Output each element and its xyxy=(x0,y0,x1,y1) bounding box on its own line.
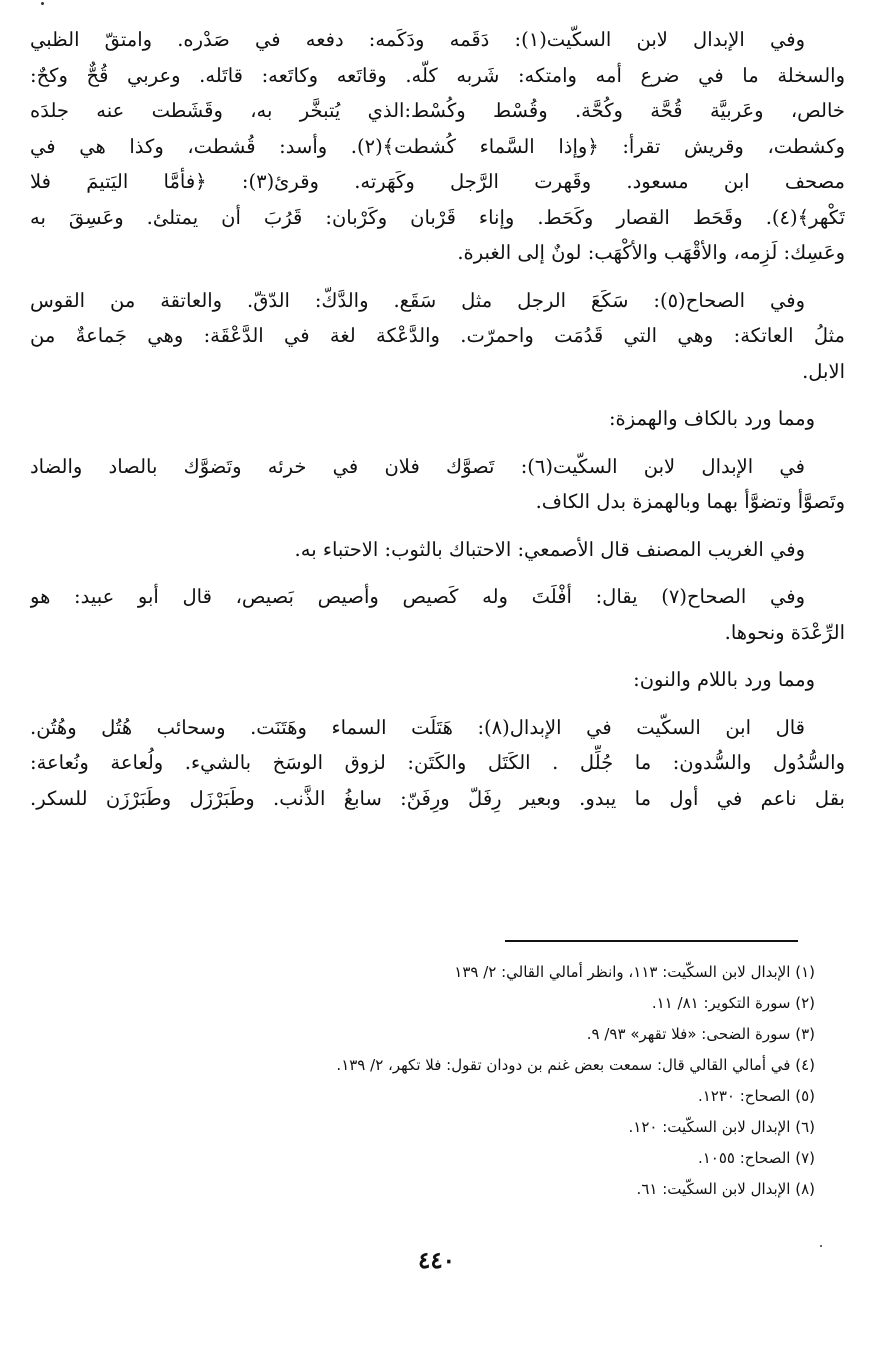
paragraph xyxy=(30,283,845,390)
text-line: والسخلة ما في ضرع أمه وامتكه: شَربه كلّه. وقاتَعه وكاتَعه: قاتَله. وعربي قُحٌّ وكحٌ: xyxy=(30,63,845,87)
text-line: وفي الصحاح(٧) يقال: أفْلَتَ وله كَصيص وأصيص بَصيص، قال أبو عبيد: هو xyxy=(30,585,805,608)
text-line: الرِّعْدَة ونحوها. xyxy=(724,620,845,644)
text-line: في الإبدال لابن السكّيت(٦): تَصوَّك فلان في خرئه وتَضوَّك بالصاد والضاد xyxy=(30,454,806,478)
text-line: وعَسِك: لَزِمه، والأقْهَب والأكْهَب: لونٌ إلى الغبرة. xyxy=(457,241,845,264)
footnote: (٧) الصحاح: ١٠٥٥. xyxy=(697,1149,815,1167)
heading-text: ومما ورد بالكاف والهمزة: xyxy=(608,407,815,430)
page-number: ٤٤٠ xyxy=(417,1247,456,1274)
text-line: وكشطت، وقريش تقرأ: ﴿وإذا السَّماء كُشطت﴾(٢). وأسد: قُشطت، وكذا هي في xyxy=(30,134,845,158)
text-line: الابل. xyxy=(802,359,845,383)
scan-speck xyxy=(41,2,44,5)
text-line: تَكْهر﴾(٤). وقَحَط القصار وكَحَط. وإناء قَرْبان وكَرْبان: قَرُبَ أن يمتلئ. وعَسِقَ به xyxy=(30,205,845,229)
section-heading xyxy=(30,401,845,437)
paragraph xyxy=(30,532,845,568)
paragraph xyxy=(30,22,845,271)
footnote: (٦) الإبدال لابن السكّيت: ١٢٠. xyxy=(628,1118,815,1136)
text-line: وفي الإبدال لابن السكّيت(١): دَقَمه ودَكَمه: دفعه في صَدْره. وامتقّ الظبي xyxy=(30,28,806,51)
section-heading xyxy=(30,662,845,698)
footnotes xyxy=(60,957,815,1205)
text-line: قال ابن السكّيت في الإبدال(٨): هَتَلَت السماء وهَتَنَت. وسحائب هُتُل وهُتُن. xyxy=(30,715,805,739)
footnote-separator xyxy=(505,940,798,942)
footnote: (١) الإبدال لابن السكّيت: ١١٣، وانظر أمالي القالي: ٢/ ١٣٩ xyxy=(454,963,815,981)
text-line: وفي الغريب المصنف قال الأصمعي: الاحتباك بالثوب: الاحتباء به. xyxy=(294,537,805,561)
footnote: (٢) سورة التكوير: ٨١/ ١١. xyxy=(651,994,815,1012)
text-line: بقل ناعم في أول ما يبدو. وبعير رِفَلّ ورِفَنّ: سابغُ الذَّنب. وطَبَرْزَل وطَبَرْزَن للسكر. xyxy=(30,786,845,810)
footnote: (٥) الصحاح: ١٢٣٠. xyxy=(697,1087,815,1105)
paragraph xyxy=(30,449,845,520)
paragraph xyxy=(30,579,845,650)
heading-text: ومما ورد باللام والنون: xyxy=(633,668,815,691)
text-line: خالص، وعَربيَّة قُحَّة وكُحَّة. وقُسْط وكُسْط:الذي يُتبخَّر به، وقَشَطت عنه جلدَه xyxy=(30,99,845,122)
text-line: وفي الصحاح(٥): سَكَعَ الرجل مثل سَقَع. والدَّكّ: الدّقّ. والعاتقة من القوس xyxy=(30,288,805,312)
text-line: مصحف ابن مسعود. وقَهرت الرَّجل وكَهَرته. وقرئ(٣): ﴿فأمَّا اليَتيمَ فلا xyxy=(30,170,845,193)
text-line: مثلُ العاتكة: وهي التي قَدُمَت واحمرّت. والدَّعْكة لغة في الدَّعْقَة: وهي جَماعةٌ من xyxy=(30,324,845,347)
footnote: (٤) في أمالي القالي قال: سمعت بعض غنم بن دودان تقول: فلا تكهر، ٢/ ١٣٩. xyxy=(336,1056,815,1074)
paragraph xyxy=(30,710,845,817)
text-line: والسُّدُول والسُّدون: ما جُلِّل . الكَتَل والكَتَن: لزوق الوسَخ بالشيء. ولُعاعة ونُعاعة: xyxy=(30,751,845,774)
text-line: وتَصوَّأ وتضوَّأ بهما وبالهمزة بدل الكاف. xyxy=(535,490,845,513)
footnote: (٣) سورة الضحى: «فلا تقهر» ٩٣/ ٩. xyxy=(586,1025,815,1043)
main-text xyxy=(30,22,845,828)
footnote: (٨) الإبدال لابن السكّيت: ٦١. xyxy=(636,1180,815,1198)
